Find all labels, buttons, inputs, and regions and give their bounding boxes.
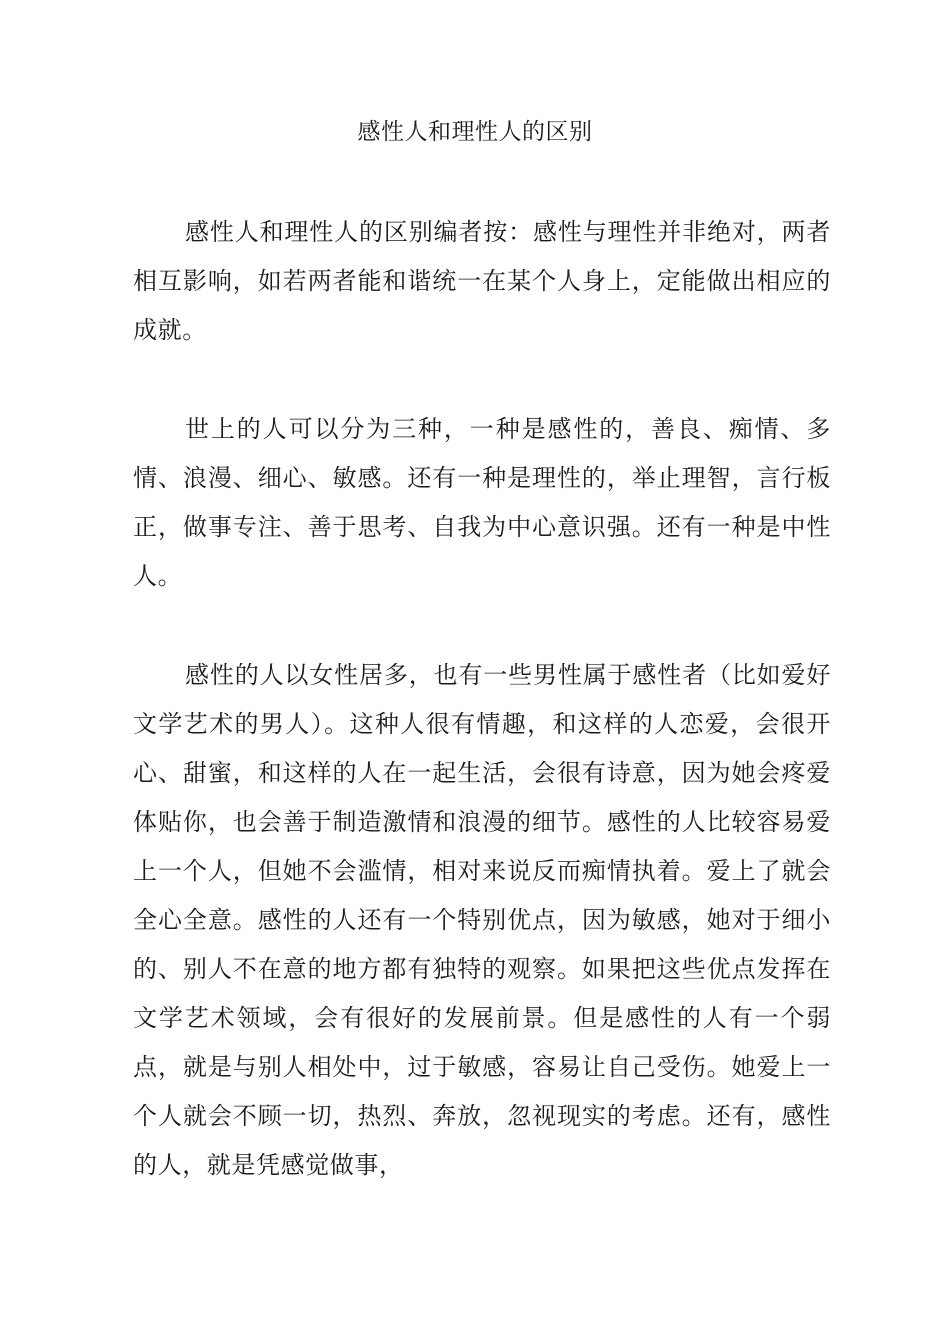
- page-title: 感性人和理性人的区别: [357, 119, 593, 145]
- paragraph-intro: 感性人和理性人的区别编者按：感性与理性并非绝对，两者相互影响，如若两者能和谐统一在某个人身上，定能做出相应的成就。: [133, 218, 831, 344]
- document-body: [133, 208, 831, 1240]
- paragraph-three-types: 世上的人可以分为三种，一种是感性的，善良、痴情、多情、浪漫、细心、敏感。还有一种是理性的，举止理智，言行板正，做事专注、善于思考、自我为中心意识强。还有一种是中性人。: [133, 415, 831, 590]
- paragraph-emotional-people: 感性的人以女性居多，也有一些男性属于感性者（比如爱好文学艺术的男人）。这种人很有情趣，和这样的人恋爱，会很开心、甜蜜，和这样的人在一起生活，会很有诗意，因为她会疼爱体贴你，也会善于制造激情和浪漫的细节。感性的人比较容易爱上一个人，但她不会滥情，相对来说反而痴情执着。爱上了就会全心全意。感性的人还有一个特别优点，因为敏感，她对于细小的、别人不在意的地方都有独特的观察。如果把这些优点发挥在文学艺术领域，会有很好的发展前景。但是感性的人有一个弱点，就是与别人相处中，过于敏感，容易让自己受伤。她爱上一个人就会不顾一切，热烈、奔放，忽视现实的考虑。还有，感性的人，就是凭感觉做事，: [133, 661, 831, 1179]
